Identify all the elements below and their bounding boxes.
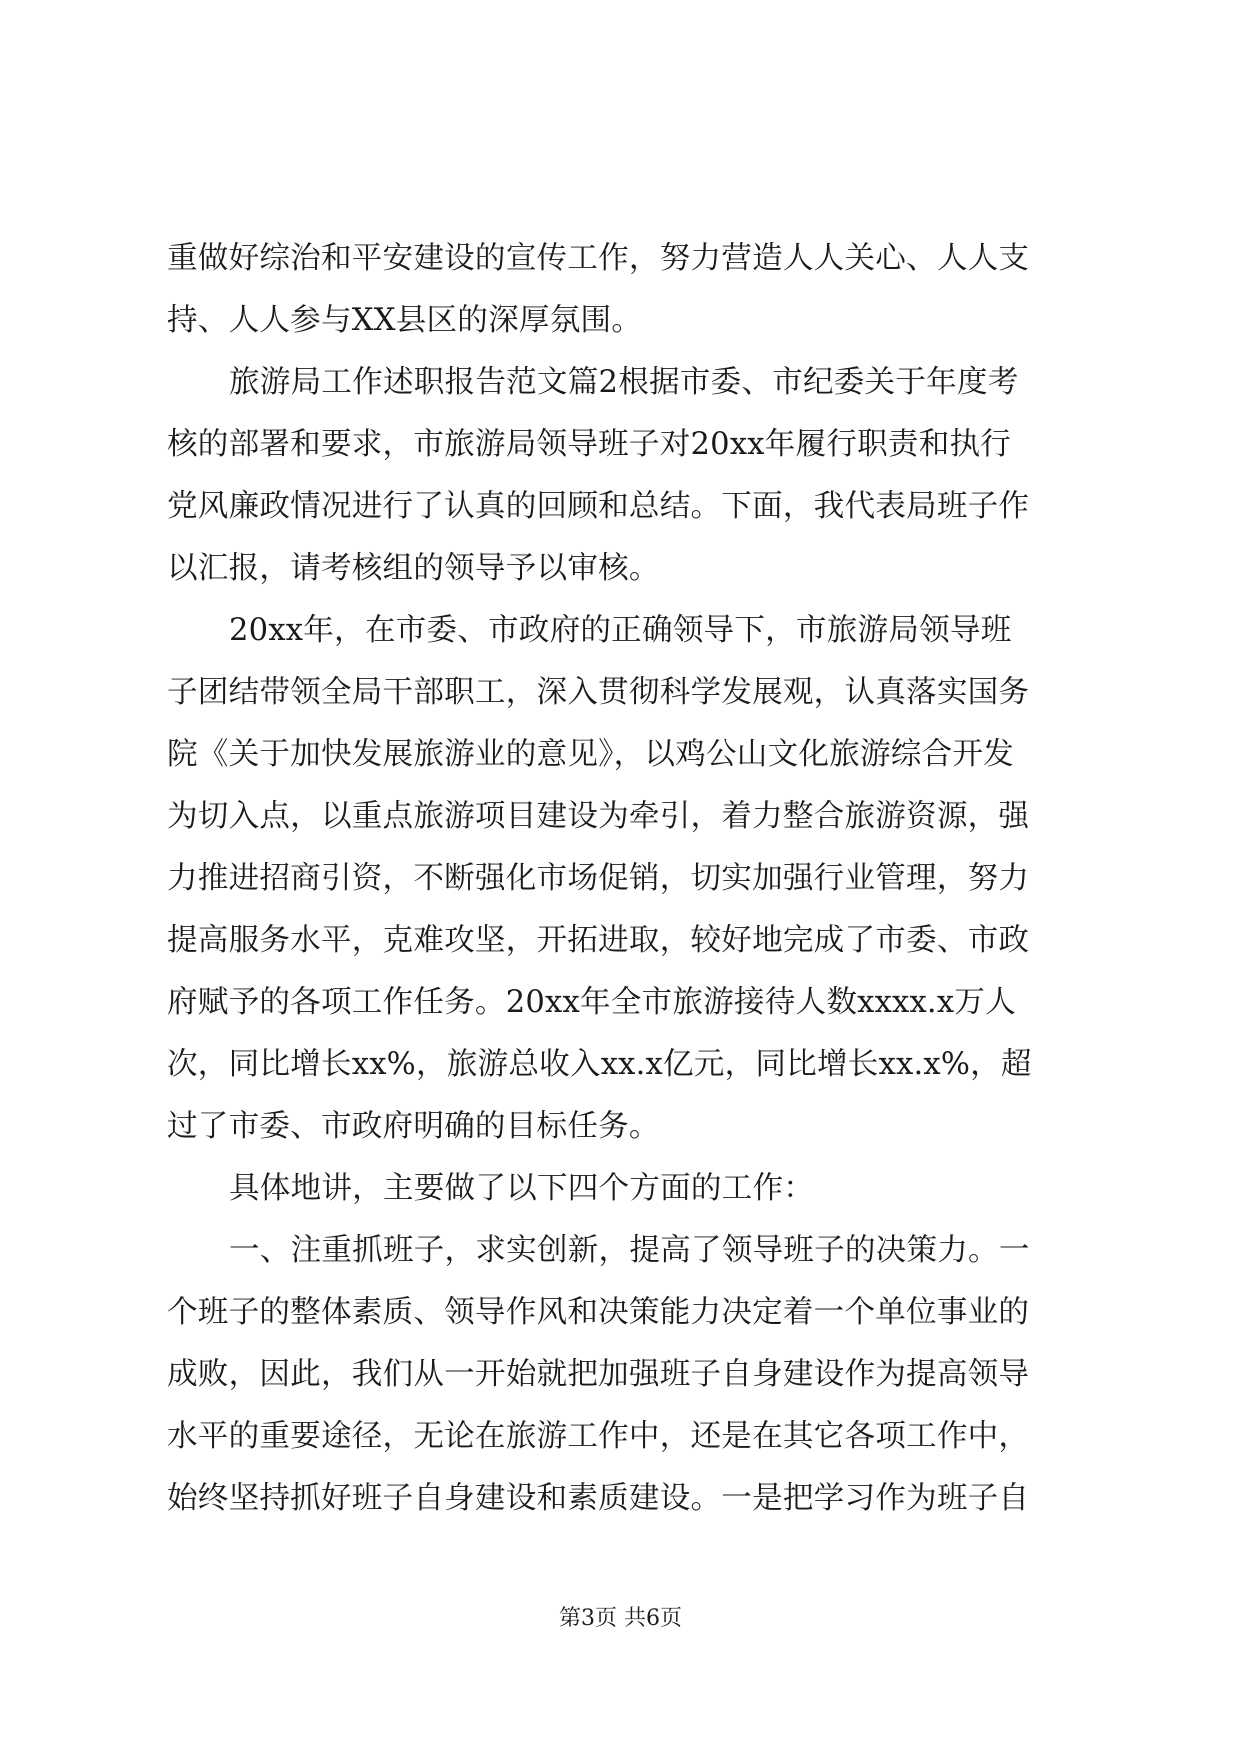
text-line: 20xx年，在市委、市政府的正确领导下，市旅游局领导班: [229, 613, 1012, 648]
body-text: [167, 228, 1085, 1530]
text-line: 次，同比增长xx%，旅游总收入xx.x亿元，同比增长xx.x%，超: [167, 1047, 1032, 1082]
text-line: 重做好综治和平安建设的宣传工作，努力营造人人关心、人人支: [167, 241, 1030, 276]
text-line: 具体地讲，主要做了以下四个方面的工作：: [229, 1171, 815, 1206]
page-number-footer: 第3页 共6页: [559, 1606, 682, 1631]
text-line: 子团结带领全局干部职工，深入贯彻科学发展观，认真落实国务: [167, 675, 1030, 710]
text-line: 党风廉政情况进行了认真的回顾和总结。下面，我代表局班子作: [167, 489, 1030, 524]
text-line: 为切入点，以重点旅游项目建设为牵引，着力整合旅游资源，强: [167, 799, 1030, 834]
text-line: 核的部署和要求，市旅游局领导班子对20xx年履行职责和执行: [167, 427, 1012, 462]
text-line: 院《关于加快发展旅游业的意见》，以鸡公山文化旅游综合开发: [167, 737, 1014, 772]
text-line: 旅游局工作述职报告范文篇2根据市委、市纪委关于年度考: [229, 365, 1019, 400]
text-line: 过了市委、市政府明确的目标任务。: [167, 1109, 660, 1144]
text-line: 力推进招商引资，不断强化市场促销，切实加强行业管理，努力: [167, 861, 1030, 896]
text-line: 水平的重要途径，无论在旅游工作中，还是在其它各项工作中，: [167, 1419, 1030, 1454]
text-line: 以汇报，请考核组的领导予以审核。: [167, 551, 660, 586]
text-line: 一、注重抓班子，求实创新，提高了领导班子的决策力。一: [229, 1233, 1030, 1268]
text-line: 提高服务水平，克难攻坚，开拓进取，较好地完成了市委、市政: [167, 923, 1030, 958]
text-line: 始终坚持抓好班子自身建设和素质建设。一是把学习作为班子自: [167, 1481, 1030, 1516]
text-line: 府赋予的各项工作任务。20xx年全市旅游接待人数xxxx.x万人: [167, 985, 1016, 1020]
text-line: 成败，因此，我们从一开始就把加强班子自身建设作为提高领导: [167, 1357, 1030, 1392]
text-line: 个班子的整体素质、领导作风和决策能力决定着一个单位事业的: [167, 1295, 1030, 1330]
text-line: 持、人人参与XX县区的深厚氛围。: [167, 303, 643, 338]
